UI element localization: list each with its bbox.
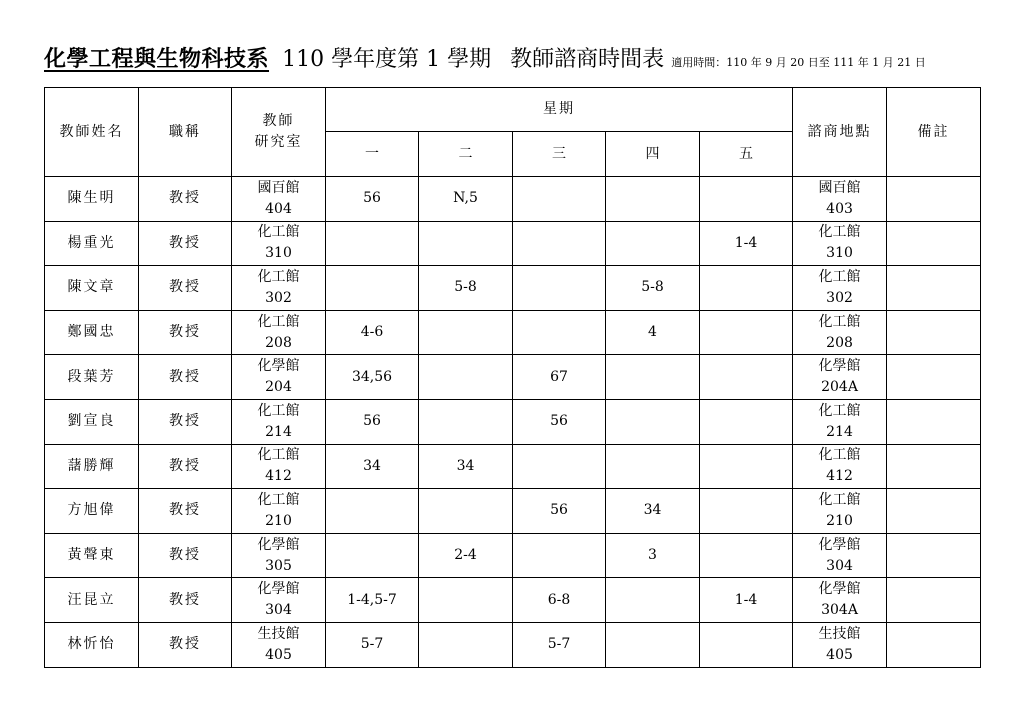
office-cell-room: 208 [265, 334, 292, 351]
slot-cell-tue [419, 578, 513, 623]
slot-cell-fri [700, 177, 793, 222]
location-cell-building: 化工館 [818, 268, 861, 285]
document-header [44, 48, 926, 71]
slot-cell-mon: 5-7 [326, 622, 419, 667]
slot-cell-wed: 67 [513, 355, 606, 400]
table-header [45, 88, 981, 177]
office-cell-room: 214 [265, 423, 292, 440]
location-cell-room: 405 [826, 646, 853, 663]
location-cell [793, 399, 887, 444]
academic-term: 110 學年度第 1 學期 [282, 47, 492, 72]
slot-cell-mon: 1-4,5-7 [326, 578, 419, 623]
location-cell-building: 國百館 [818, 179, 861, 196]
header-day-mon: 一 [326, 132, 419, 177]
slot-cell-tue [419, 221, 513, 266]
header-teacher-name: 教師姓名 [45, 88, 139, 177]
location-cell-building: 化工館 [818, 447, 861, 464]
slot-cell-wed [513, 266, 606, 311]
slot-cell-mon: 34,56 [326, 355, 419, 400]
slot-cell-fri [700, 355, 793, 400]
office-cell-building: 化工館 [257, 491, 300, 508]
location-cell-room: 403 [826, 200, 853, 217]
location-cell-room: 214 [826, 423, 853, 440]
location-cell-room: 304A [821, 602, 858, 619]
rank-cell: 教授 [139, 578, 232, 623]
note-cell [887, 622, 981, 667]
header-office [232, 88, 326, 177]
location-cell-building: 化工館 [818, 224, 861, 241]
slot-cell-wed: 6-8 [513, 578, 606, 623]
slot-cell-tue: 2-4 [419, 533, 513, 578]
rank-cell: 教授 [139, 399, 232, 444]
office-cell [232, 622, 326, 667]
header-notes: 備註 [887, 88, 981, 177]
office-cell-building: 化工館 [257, 268, 300, 285]
slot-cell-wed: 5-7 [513, 622, 606, 667]
location-cell-room: 412 [826, 468, 853, 485]
table-row [45, 444, 981, 489]
header-day-fri: 五 [700, 132, 793, 177]
teacher-name-cell: 段葉芳 [45, 355, 139, 400]
note-cell [887, 533, 981, 578]
slot-cell-tue: N,5 [419, 177, 513, 222]
office-cell-building: 化工館 [257, 447, 300, 464]
location-cell-building: 化學館 [818, 581, 861, 598]
note-cell [887, 444, 981, 489]
office-cell [232, 533, 326, 578]
header-day-thu: 四 [606, 132, 700, 177]
slot-cell-thu [606, 622, 700, 667]
document-title: 教師諮商時間表 [510, 47, 665, 72]
slot-cell-thu [606, 177, 700, 222]
table-row [45, 355, 981, 400]
office-cell-room: 204 [265, 379, 292, 396]
table-row [45, 533, 981, 578]
location-cell [793, 489, 887, 534]
slot-cell-tue [419, 355, 513, 400]
note-cell [887, 177, 981, 222]
slot-cell-tue [419, 399, 513, 444]
rank-cell: 教授 [139, 266, 232, 311]
teacher-name-cell: 鄭國忠 [45, 310, 139, 355]
slot-cell-thu [606, 444, 700, 489]
slot-cell-fri [700, 444, 793, 489]
slot-cell-wed [513, 444, 606, 489]
rank-cell: 教授 [139, 444, 232, 489]
slot-cell-wed: 56 [513, 489, 606, 534]
location-cell [793, 444, 887, 489]
slot-cell-wed [513, 310, 606, 355]
slot-cell-tue: 34 [419, 444, 513, 489]
office-cell [232, 444, 326, 489]
slot-cell-fri [700, 622, 793, 667]
location-cell [793, 578, 887, 623]
note-cell [887, 578, 981, 623]
slot-cell-fri [700, 399, 793, 444]
office-cell [232, 310, 326, 355]
slot-cell-thu: 4 [606, 310, 700, 355]
table-row [45, 578, 981, 623]
slot-cell-tue [419, 310, 513, 355]
location-cell-building: 化工館 [818, 313, 861, 330]
location-cell-room: 304 [826, 557, 853, 574]
slot-cell-thu [606, 578, 700, 623]
table-row [45, 177, 981, 222]
slot-cell-thu [606, 399, 700, 444]
location-cell-building: 生技館 [818, 625, 861, 642]
validity-period: 適用時間：110 年 9 月 20 日至 111 年 1 月 21 日 [671, 56, 926, 69]
slot-cell-mon: 34 [326, 444, 419, 489]
slot-cell-mon [326, 266, 419, 311]
table-row [45, 489, 981, 534]
slot-cell-fri [700, 489, 793, 534]
teacher-name-cell: 汪昆立 [45, 578, 139, 623]
table-row [45, 310, 981, 355]
location-cell [793, 533, 887, 578]
rank-cell: 教授 [139, 177, 232, 222]
office-cell-room: 305 [265, 557, 292, 574]
rank-cell: 教授 [139, 221, 232, 266]
header-office-line1: 教師 [262, 113, 295, 129]
teacher-name-cell: 陳文章 [45, 266, 139, 311]
location-cell [793, 355, 887, 400]
slot-cell-fri [700, 310, 793, 355]
office-cell [232, 489, 326, 534]
consultation-schedule-table [44, 87, 981, 668]
slot-cell-thu [606, 355, 700, 400]
office-cell-building: 國百館 [257, 179, 300, 196]
note-cell [887, 355, 981, 400]
header-location: 諮商地點 [793, 88, 887, 177]
slot-cell-thu: 3 [606, 533, 700, 578]
location-cell [793, 266, 887, 311]
office-cell-room: 304 [265, 602, 292, 619]
office-cell [232, 266, 326, 311]
rank-cell: 教授 [139, 489, 232, 534]
slot-cell-thu: 5-8 [606, 266, 700, 311]
office-cell [232, 355, 326, 400]
rank-cell: 教授 [139, 533, 232, 578]
office-cell [232, 221, 326, 266]
rank-cell: 教授 [139, 622, 232, 667]
office-cell-building: 化學館 [257, 581, 300, 598]
slot-cell-tue [419, 622, 513, 667]
header-day-wed: 三 [513, 132, 606, 177]
slot-cell-thu: 34 [606, 489, 700, 534]
teacher-name-cell: 陳生明 [45, 177, 139, 222]
table-row [45, 266, 981, 311]
table-row [45, 622, 981, 667]
office-cell-room: 210 [265, 512, 292, 529]
slot-cell-fri: 1-4 [700, 578, 793, 623]
teacher-name-cell: 黃聲東 [45, 533, 139, 578]
slot-cell-thu [606, 221, 700, 266]
location-cell-room: 302 [826, 289, 853, 306]
office-cell-building: 化工館 [257, 224, 300, 241]
slot-cell-wed [513, 221, 606, 266]
slot-cell-fri [700, 266, 793, 311]
location-cell [793, 221, 887, 266]
teacher-name-cell: 林忻怡 [45, 622, 139, 667]
note-cell [887, 221, 981, 266]
office-cell [232, 177, 326, 222]
slot-cell-mon: 56 [326, 399, 419, 444]
location-cell-building: 化工館 [818, 402, 861, 419]
slot-cell-mon [326, 221, 419, 266]
teacher-name-cell: 楊重光 [45, 221, 139, 266]
office-cell [232, 578, 326, 623]
slot-cell-mon: 56 [326, 177, 419, 222]
office-cell-building: 生技館 [257, 625, 300, 642]
office-cell-building: 化學館 [257, 358, 300, 375]
teacher-name-cell: 方旭偉 [45, 489, 139, 534]
slot-cell-wed [513, 177, 606, 222]
location-cell-room: 208 [826, 334, 853, 351]
table-row [45, 221, 981, 266]
rank-cell: 教授 [139, 310, 232, 355]
note-cell [887, 310, 981, 355]
location-cell-building: 化學館 [818, 358, 861, 375]
office-cell-room: 412 [265, 468, 292, 485]
location-cell [793, 177, 887, 222]
department-name: 化學工程與生物科技系 [44, 46, 270, 72]
rank-cell: 教授 [139, 355, 232, 400]
slot-cell-tue [419, 489, 513, 534]
slot-cell-mon: 4-6 [326, 310, 419, 355]
office-cell [232, 399, 326, 444]
slot-cell-fri [700, 533, 793, 578]
header-day-tue: 二 [419, 132, 513, 177]
table-body [45, 177, 981, 668]
office-cell-building: 化工館 [257, 313, 300, 330]
table-row [45, 399, 981, 444]
office-cell-room: 302 [265, 289, 292, 306]
location-cell-building: 化工館 [818, 491, 861, 508]
teacher-name-cell: 劉宣良 [45, 399, 139, 444]
location-cell-room: 310 [826, 245, 853, 262]
office-cell-building: 化工館 [257, 402, 300, 419]
slot-cell-wed: 56 [513, 399, 606, 444]
location-cell-building: 化學館 [818, 536, 861, 553]
slot-cell-mon [326, 489, 419, 534]
slot-cell-wed [513, 533, 606, 578]
office-cell-room: 404 [265, 200, 292, 217]
slot-cell-mon [326, 533, 419, 578]
teacher-name-cell: 藷勝輝 [45, 444, 139, 489]
header-rank: 職稱 [139, 88, 232, 177]
location-cell [793, 622, 887, 667]
office-cell-building: 化學館 [257, 536, 300, 553]
office-cell-room: 310 [265, 245, 292, 262]
header-office-line2: 研究室 [254, 134, 303, 150]
header-weekday-group: 星期 [326, 88, 793, 132]
note-cell [887, 489, 981, 534]
note-cell [887, 266, 981, 311]
note-cell [887, 399, 981, 444]
office-cell-room: 405 [265, 646, 292, 663]
slot-cell-fri: 1-4 [700, 221, 793, 266]
location-cell-room: 204A [821, 379, 858, 396]
location-cell-room: 210 [826, 512, 853, 529]
location-cell [793, 310, 887, 355]
slot-cell-tue: 5-8 [419, 266, 513, 311]
